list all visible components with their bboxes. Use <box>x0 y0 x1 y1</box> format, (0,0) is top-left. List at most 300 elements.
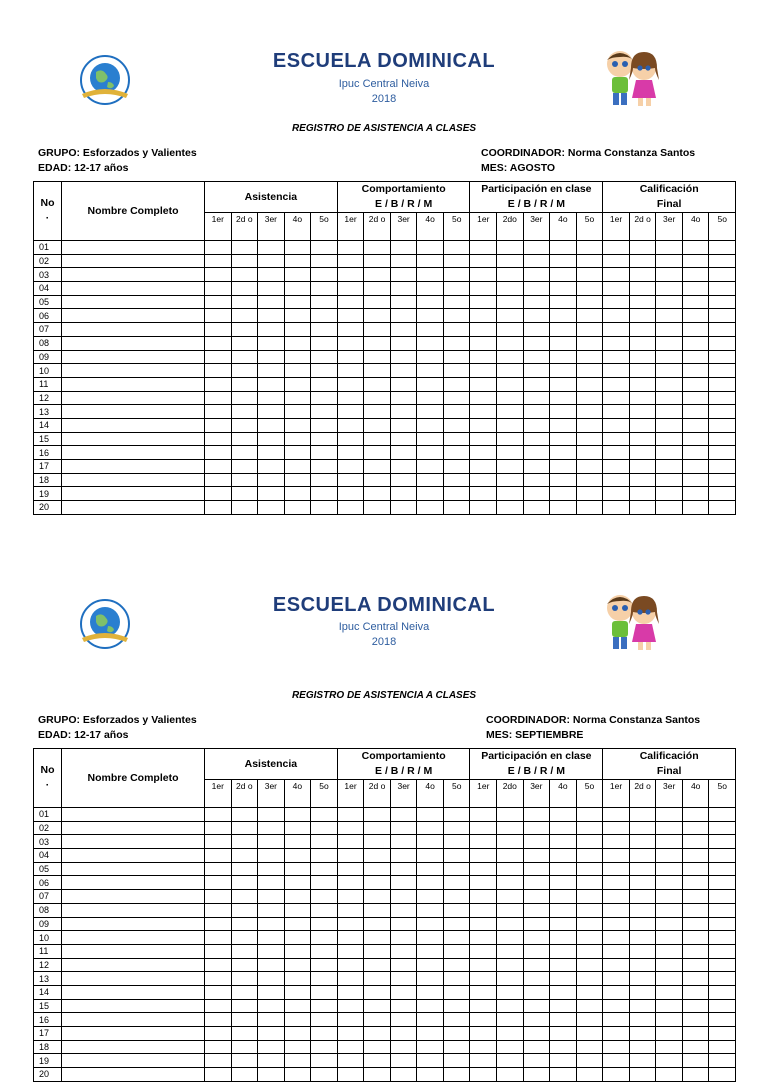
grade-cell[interactable] <box>258 350 285 364</box>
grade-cell[interactable] <box>576 241 603 255</box>
grade-cell[interactable] <box>629 405 656 419</box>
grade-cell[interactable] <box>258 1027 285 1041</box>
grade-cell[interactable] <box>284 903 311 917</box>
grade-cell[interactable] <box>311 958 338 972</box>
grade-cell[interactable] <box>576 917 603 931</box>
grade-cell[interactable] <box>470 1027 497 1041</box>
grade-cell[interactable] <box>417 903 444 917</box>
grade-cell[interactable] <box>311 350 338 364</box>
grade-cell[interactable] <box>337 972 364 986</box>
grade-cell[interactable] <box>231 405 258 419</box>
grade-cell[interactable] <box>311 808 338 822</box>
grade-cell[interactable] <box>205 501 232 515</box>
grade-cell[interactable] <box>497 808 524 822</box>
grade-cell[interactable] <box>523 1054 550 1068</box>
grade-cell[interactable] <box>258 1013 285 1027</box>
grade-cell[interactable] <box>603 350 630 364</box>
name-cell[interactable] <box>62 944 205 958</box>
name-cell[interactable] <box>62 1054 205 1068</box>
grade-cell[interactable] <box>576 862 603 876</box>
grade-cell[interactable] <box>337 808 364 822</box>
grade-cell[interactable] <box>497 418 524 432</box>
grade-cell[interactable] <box>364 890 391 904</box>
grade-cell[interactable] <box>603 460 630 474</box>
grade-cell[interactable] <box>364 309 391 323</box>
grade-cell[interactable] <box>682 931 709 945</box>
grade-cell[interactable] <box>311 268 338 282</box>
grade-cell[interactable] <box>417 808 444 822</box>
grade-cell[interactable] <box>364 254 391 268</box>
grade-cell[interactable] <box>470 944 497 958</box>
grade-cell[interactable] <box>443 241 470 255</box>
grade-cell[interactable] <box>470 473 497 487</box>
grade-cell[interactable] <box>443 282 470 296</box>
grade-cell[interactable] <box>284 890 311 904</box>
grade-cell[interactable] <box>470 460 497 474</box>
grade-cell[interactable] <box>523 391 550 405</box>
grade-cell[interactable] <box>231 432 258 446</box>
grade-cell[interactable] <box>311 432 338 446</box>
grade-cell[interactable] <box>523 364 550 378</box>
grade-cell[interactable] <box>603 917 630 931</box>
grade-cell[interactable] <box>656 1027 683 1041</box>
grade-cell[interactable] <box>417 890 444 904</box>
grade-cell[interactable] <box>443 985 470 999</box>
grade-cell[interactable] <box>417 487 444 501</box>
grade-cell[interactable] <box>682 418 709 432</box>
grade-cell[interactable] <box>603 821 630 835</box>
grade-cell[interactable] <box>337 487 364 501</box>
grade-cell[interactable] <box>205 268 232 282</box>
grade-cell[interactable] <box>364 958 391 972</box>
grade-cell[interactable] <box>550 282 577 296</box>
grade-cell[interactable] <box>284 835 311 849</box>
grade-cell[interactable] <box>337 1068 364 1082</box>
grade-cell[interactable] <box>470 487 497 501</box>
grade-cell[interactable] <box>231 377 258 391</box>
grade-cell[interactable] <box>337 377 364 391</box>
grade-cell[interactable] <box>417 985 444 999</box>
grade-cell[interactable] <box>258 1068 285 1082</box>
grade-cell[interactable] <box>311 323 338 337</box>
grade-cell[interactable] <box>550 350 577 364</box>
grade-cell[interactable] <box>709 876 736 890</box>
grade-cell[interactable] <box>231 336 258 350</box>
grade-cell[interactable] <box>337 1027 364 1041</box>
grade-cell[interactable] <box>258 958 285 972</box>
grade-cell[interactable] <box>550 241 577 255</box>
grade-cell[interactable] <box>497 501 524 515</box>
grade-cell[interactable] <box>205 1027 232 1041</box>
grade-cell[interactable] <box>311 446 338 460</box>
grade-cell[interactable] <box>550 309 577 323</box>
name-cell[interactable] <box>62 473 205 487</box>
grade-cell[interactable] <box>576 808 603 822</box>
grade-cell[interactable] <box>576 1027 603 1041</box>
grade-cell[interactable] <box>231 890 258 904</box>
grade-cell[interactable] <box>470 849 497 863</box>
grade-cell[interactable] <box>231 903 258 917</box>
grade-cell[interactable] <box>603 890 630 904</box>
grade-cell[interactable] <box>258 241 285 255</box>
grade-cell[interactable] <box>709 890 736 904</box>
grade-cell[interactable] <box>231 862 258 876</box>
grade-cell[interactable] <box>709 1054 736 1068</box>
grade-cell[interactable] <box>709 985 736 999</box>
grade-cell[interactable] <box>682 1068 709 1082</box>
grade-cell[interactable] <box>576 1054 603 1068</box>
grade-cell[interactable] <box>390 295 417 309</box>
grade-cell[interactable] <box>709 849 736 863</box>
grade-cell[interactable] <box>470 917 497 931</box>
grade-cell[interactable] <box>231 241 258 255</box>
grade-cell[interactable] <box>417 432 444 446</box>
grade-cell[interactable] <box>337 835 364 849</box>
grade-cell[interactable] <box>523 931 550 945</box>
grade-cell[interactable] <box>603 309 630 323</box>
grade-cell[interactable] <box>443 364 470 378</box>
grade-cell[interactable] <box>629 1027 656 1041</box>
grade-cell[interactable] <box>656 931 683 945</box>
grade-cell[interactable] <box>497 944 524 958</box>
grade-cell[interactable] <box>576 876 603 890</box>
grade-cell[interactable] <box>470 999 497 1013</box>
grade-cell[interactable] <box>629 808 656 822</box>
grade-cell[interactable] <box>337 917 364 931</box>
grade-cell[interactable] <box>629 890 656 904</box>
grade-cell[interactable] <box>603 364 630 378</box>
grade-cell[interactable] <box>390 460 417 474</box>
grade-cell[interactable] <box>231 1027 258 1041</box>
grade-cell[interactable] <box>443 487 470 501</box>
grade-cell[interactable] <box>603 958 630 972</box>
name-cell[interactable] <box>62 241 205 255</box>
grade-cell[interactable] <box>523 999 550 1013</box>
grade-cell[interactable] <box>603 1013 630 1027</box>
grade-cell[interactable] <box>284 268 311 282</box>
grade-cell[interactable] <box>497 876 524 890</box>
grade-cell[interactable] <box>443 849 470 863</box>
grade-cell[interactable] <box>497 295 524 309</box>
grade-cell[interactable] <box>258 254 285 268</box>
grade-cell[interactable] <box>682 460 709 474</box>
grade-cell[interactable] <box>576 282 603 296</box>
grade-cell[interactable] <box>682 958 709 972</box>
grade-cell[interactable] <box>629 917 656 931</box>
grade-cell[interactable] <box>576 958 603 972</box>
grade-cell[interactable] <box>470 501 497 515</box>
grade-cell[interactable] <box>550 432 577 446</box>
grade-cell[interactable] <box>523 917 550 931</box>
grade-cell[interactable] <box>417 972 444 986</box>
name-cell[interactable] <box>62 501 205 515</box>
grade-cell[interactable] <box>205 336 232 350</box>
grade-cell[interactable] <box>656 323 683 337</box>
grade-cell[interactable] <box>390 336 417 350</box>
grade-cell[interactable] <box>364 350 391 364</box>
grade-cell[interactable] <box>629 336 656 350</box>
grade-cell[interactable] <box>364 1013 391 1027</box>
grade-cell[interactable] <box>337 282 364 296</box>
grade-cell[interactable] <box>205 241 232 255</box>
grade-cell[interactable] <box>443 862 470 876</box>
grade-cell[interactable] <box>523 282 550 296</box>
grade-cell[interactable] <box>709 487 736 501</box>
grade-cell[interactable] <box>656 958 683 972</box>
grade-cell[interactable] <box>550 1068 577 1082</box>
grade-cell[interactable] <box>682 903 709 917</box>
grade-cell[interactable] <box>709 418 736 432</box>
grade-cell[interactable] <box>709 295 736 309</box>
grade-cell[interactable] <box>205 972 232 986</box>
grade-cell[interactable] <box>550 821 577 835</box>
grade-cell[interactable] <box>364 446 391 460</box>
name-cell[interactable] <box>62 487 205 501</box>
grade-cell[interactable] <box>629 254 656 268</box>
grade-cell[interactable] <box>311 405 338 419</box>
grade-cell[interactable] <box>470 254 497 268</box>
grade-cell[interactable] <box>470 808 497 822</box>
grade-cell[interactable] <box>311 473 338 487</box>
grade-cell[interactable] <box>205 849 232 863</box>
grade-cell[interactable] <box>205 862 232 876</box>
grade-cell[interactable] <box>364 1068 391 1082</box>
grade-cell[interactable] <box>417 377 444 391</box>
grade-cell[interactable] <box>443 931 470 945</box>
grade-cell[interactable] <box>629 350 656 364</box>
grade-cell[interactable] <box>258 903 285 917</box>
grade-cell[interactable] <box>284 377 311 391</box>
grade-cell[interactable] <box>311 876 338 890</box>
name-cell[interactable] <box>62 364 205 378</box>
grade-cell[interactable] <box>709 391 736 405</box>
grade-cell[interactable] <box>258 1040 285 1054</box>
grade-cell[interactable] <box>656 391 683 405</box>
grade-cell[interactable] <box>258 364 285 378</box>
grade-cell[interactable] <box>656 985 683 999</box>
grade-cell[interactable] <box>231 295 258 309</box>
grade-cell[interactable] <box>523 377 550 391</box>
grade-cell[interactable] <box>550 460 577 474</box>
grade-cell[interactable] <box>603 254 630 268</box>
grade-cell[interactable] <box>337 903 364 917</box>
grade-cell[interactable] <box>709 917 736 931</box>
grade-cell[interactable] <box>258 282 285 296</box>
grade-cell[interactable] <box>417 336 444 350</box>
grade-cell[interactable] <box>550 862 577 876</box>
grade-cell[interactable] <box>523 821 550 835</box>
grade-cell[interactable] <box>337 418 364 432</box>
grade-cell[interactable] <box>682 282 709 296</box>
grade-cell[interactable] <box>523 835 550 849</box>
grade-cell[interactable] <box>231 876 258 890</box>
grade-cell[interactable] <box>523 876 550 890</box>
grade-cell[interactable] <box>497 862 524 876</box>
name-cell[interactable] <box>62 282 205 296</box>
grade-cell[interactable] <box>390 821 417 835</box>
grade-cell[interactable] <box>523 1068 550 1082</box>
grade-cell[interactable] <box>364 295 391 309</box>
grade-cell[interactable] <box>390 350 417 364</box>
grade-cell[interactable] <box>390 309 417 323</box>
grade-cell[interactable] <box>284 241 311 255</box>
grade-cell[interactable] <box>656 460 683 474</box>
grade-cell[interactable] <box>523 323 550 337</box>
grade-cell[interactable] <box>231 1068 258 1082</box>
grade-cell[interactable] <box>258 1054 285 1068</box>
grade-cell[interactable] <box>231 985 258 999</box>
name-cell[interactable] <box>62 432 205 446</box>
grade-cell[interactable] <box>576 999 603 1013</box>
grade-cell[interactable] <box>443 890 470 904</box>
grade-cell[interactable] <box>629 377 656 391</box>
grade-cell[interactable] <box>364 432 391 446</box>
grade-cell[interactable] <box>497 309 524 323</box>
grade-cell[interactable] <box>497 1068 524 1082</box>
grade-cell[interactable] <box>231 808 258 822</box>
grade-cell[interactable] <box>497 917 524 931</box>
name-cell[interactable] <box>62 862 205 876</box>
grade-cell[interactable] <box>576 268 603 282</box>
grade-cell[interactable] <box>390 985 417 999</box>
grade-cell[interactable] <box>205 405 232 419</box>
grade-cell[interactable] <box>709 460 736 474</box>
grade-cell[interactable] <box>443 1068 470 1082</box>
grade-cell[interactable] <box>576 1068 603 1082</box>
grade-cell[interactable] <box>258 985 285 999</box>
grade-cell[interactable] <box>709 254 736 268</box>
grade-cell[interactable] <box>311 944 338 958</box>
grade-cell[interactable] <box>337 446 364 460</box>
grade-cell[interactable] <box>284 944 311 958</box>
grade-cell[interactable] <box>205 487 232 501</box>
grade-cell[interactable] <box>709 405 736 419</box>
grade-cell[interactable] <box>629 460 656 474</box>
grade-cell[interactable] <box>364 876 391 890</box>
grade-cell[interactable] <box>497 821 524 835</box>
grade-cell[interactable] <box>656 446 683 460</box>
grade-cell[interactable] <box>709 473 736 487</box>
grade-cell[interactable] <box>443 876 470 890</box>
grade-cell[interactable] <box>470 364 497 378</box>
grade-cell[interactable] <box>709 309 736 323</box>
grade-cell[interactable] <box>576 985 603 999</box>
grade-cell[interactable] <box>258 849 285 863</box>
grade-cell[interactable] <box>390 1027 417 1041</box>
grade-cell[interactable] <box>284 350 311 364</box>
grade-cell[interactable] <box>709 821 736 835</box>
grade-cell[interactable] <box>337 944 364 958</box>
grade-cell[interactable] <box>417 862 444 876</box>
grade-cell[interactable] <box>682 890 709 904</box>
grade-cell[interactable] <box>231 1040 258 1054</box>
grade-cell[interactable] <box>497 958 524 972</box>
grade-cell[interactable] <box>629 931 656 945</box>
name-cell[interactable] <box>62 1027 205 1041</box>
grade-cell[interactable] <box>523 336 550 350</box>
grade-cell[interactable] <box>656 432 683 446</box>
grade-cell[interactable] <box>576 890 603 904</box>
grade-cell[interactable] <box>550 377 577 391</box>
grade-cell[interactable] <box>311 336 338 350</box>
grade-cell[interactable] <box>311 1054 338 1068</box>
grade-cell[interactable] <box>337 323 364 337</box>
grade-cell[interactable] <box>231 473 258 487</box>
grade-cell[interactable] <box>390 958 417 972</box>
grade-cell[interactable] <box>470 446 497 460</box>
grade-cell[interactable] <box>603 295 630 309</box>
grade-cell[interactable] <box>258 821 285 835</box>
grade-cell[interactable] <box>443 821 470 835</box>
grade-cell[interactable] <box>603 501 630 515</box>
grade-cell[interactable] <box>629 418 656 432</box>
grade-cell[interactable] <box>364 1027 391 1041</box>
grade-cell[interactable] <box>550 958 577 972</box>
grade-cell[interactable] <box>205 254 232 268</box>
grade-cell[interactable] <box>497 999 524 1013</box>
grade-cell[interactable] <box>682 432 709 446</box>
grade-cell[interactable] <box>364 931 391 945</box>
grade-cell[interactable] <box>682 446 709 460</box>
name-cell[interactable] <box>62 972 205 986</box>
grade-cell[interactable] <box>709 972 736 986</box>
grade-cell[interactable] <box>258 501 285 515</box>
grade-cell[interactable] <box>603 282 630 296</box>
grade-cell[interactable] <box>337 460 364 474</box>
grade-cell[interactable] <box>497 460 524 474</box>
grade-cell[interactable] <box>337 391 364 405</box>
grade-cell[interactable] <box>364 501 391 515</box>
grade-cell[interactable] <box>258 432 285 446</box>
grade-cell[interactable] <box>656 890 683 904</box>
grade-cell[interactable] <box>656 418 683 432</box>
grade-cell[interactable] <box>417 405 444 419</box>
name-cell[interactable] <box>62 917 205 931</box>
grade-cell[interactable] <box>656 405 683 419</box>
grade-cell[interactable] <box>231 835 258 849</box>
grade-cell[interactable] <box>311 254 338 268</box>
grade-cell[interactable] <box>470 323 497 337</box>
grade-cell[interactable] <box>576 849 603 863</box>
grade-cell[interactable] <box>443 405 470 419</box>
grade-cell[interactable] <box>258 890 285 904</box>
grade-cell[interactable] <box>603 862 630 876</box>
grade-cell[interactable] <box>656 1068 683 1082</box>
grade-cell[interactable] <box>443 999 470 1013</box>
grade-cell[interactable] <box>603 377 630 391</box>
grade-cell[interactable] <box>337 268 364 282</box>
grade-cell[interactable] <box>417 944 444 958</box>
grade-cell[interactable] <box>231 391 258 405</box>
grade-cell[interactable] <box>656 821 683 835</box>
grade-cell[interactable] <box>390 432 417 446</box>
grade-cell[interactable] <box>682 364 709 378</box>
grade-cell[interactable] <box>709 1040 736 1054</box>
grade-cell[interactable] <box>417 295 444 309</box>
grade-cell[interactable] <box>709 999 736 1013</box>
grade-cell[interactable] <box>417 876 444 890</box>
grade-cell[interactable] <box>311 1040 338 1054</box>
grade-cell[interactable] <box>364 1040 391 1054</box>
grade-cell[interactable] <box>337 890 364 904</box>
grade-cell[interactable] <box>603 418 630 432</box>
grade-cell[interactable] <box>337 350 364 364</box>
grade-cell[interactable] <box>576 377 603 391</box>
grade-cell[interactable] <box>205 1054 232 1068</box>
grade-cell[interactable] <box>709 903 736 917</box>
grade-cell[interactable] <box>523 446 550 460</box>
grade-cell[interactable] <box>205 364 232 378</box>
